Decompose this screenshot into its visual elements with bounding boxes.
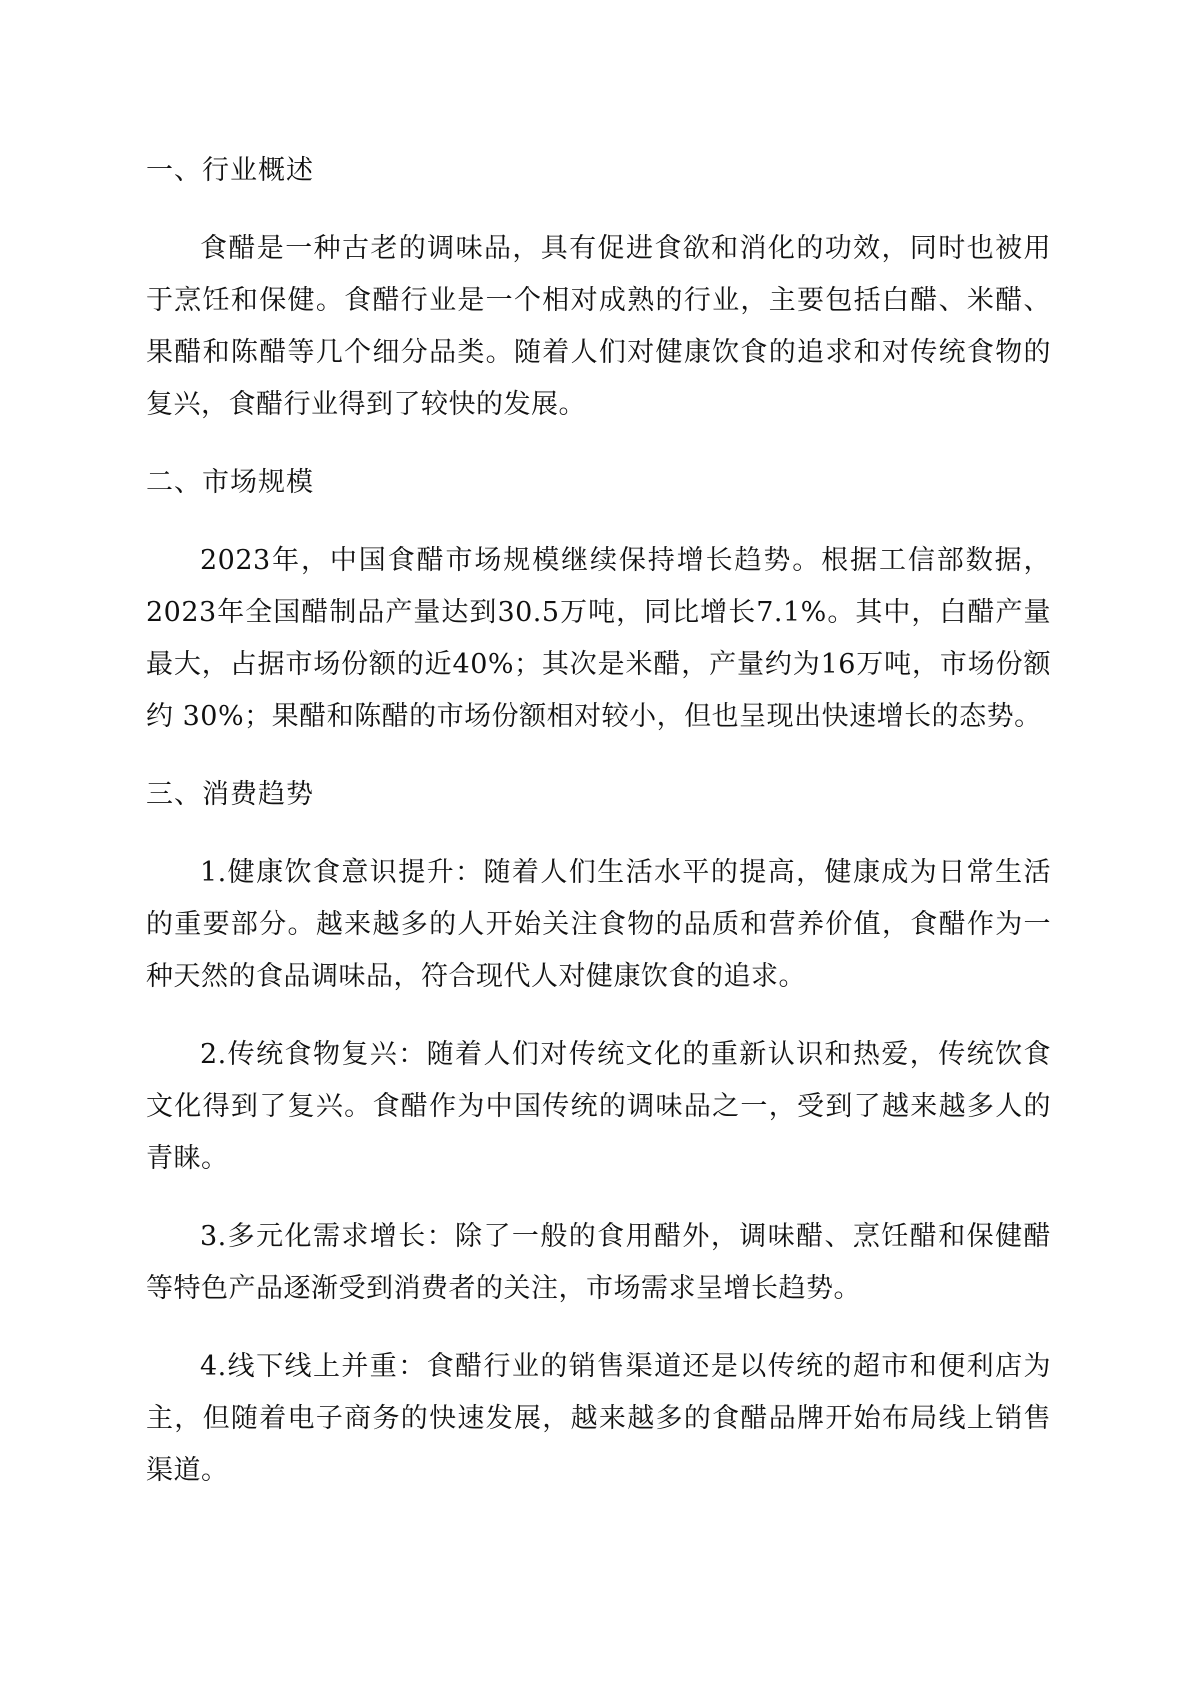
paragraph-market-size: 2023年，中国食醋市场规模继续保持增长趋势。根据工信部数据，2023年全国醋制品产量达到30.5万吨，同比增长7.1%。其中，白醋产量最大，占据市场份额的近40%；其次是米醋，产量约为16万吨，市场份额约 30%；果醋和陈醋的市场份额相对较小，但也呈现出快速增长的态势。: [146, 545, 1051, 732]
paragraph-trend-health: 1.健康饮食意识提升：随着人们生活水平的提高，健康成为日常生活的重要部分。越来越多的人开始关注食物的品质和营养价值，食醋作为一种天然的食品调味品，符合现代人对健康饮食的追求。: [146, 857, 1051, 992]
section-heading-market-size: 二、市场规模: [146, 467, 314, 498]
section-heading-overview: 一、行业概述: [146, 155, 314, 186]
paragraph-trend-diversified: 3.多元化需求增长：除了一般的食用醋外，调味醋、烹饪醋和保健醋等特色产品逐渐受到消费者的关注，市场需求呈增长趋势。: [146, 1221, 1051, 1304]
paragraph-trend-channels: 4.线下线上并重：食醋行业的销售渠道还是以传统的超市和便利店为主，但随着电子商务的快速发展，越来越多的食醋品牌开始布局线上销售渠道。: [146, 1351, 1051, 1486]
paragraph-overview: 食醋是一种古老的调味品，具有促进食欲和消化的功效，同时也被用于烹饪和保健。食醋行业是一个相对成熟的行业，主要包括白醋、米醋、果醋和陈醋等几个细分品类。随着人们对健康饮食的追求和对传统食物的复兴，食醋行业得到了较快的发展。: [146, 233, 1051, 420]
paragraph-trend-tradition: 2.传统食物复兴：随着人们对传统文化的重新认识和热爱，传统饮食文化得到了复兴。食醋作为中国传统的调味品之一，受到了越来越多人的青睐。: [146, 1039, 1051, 1174]
section-heading-consumption-trends: 三、消费趋势: [146, 779, 314, 810]
